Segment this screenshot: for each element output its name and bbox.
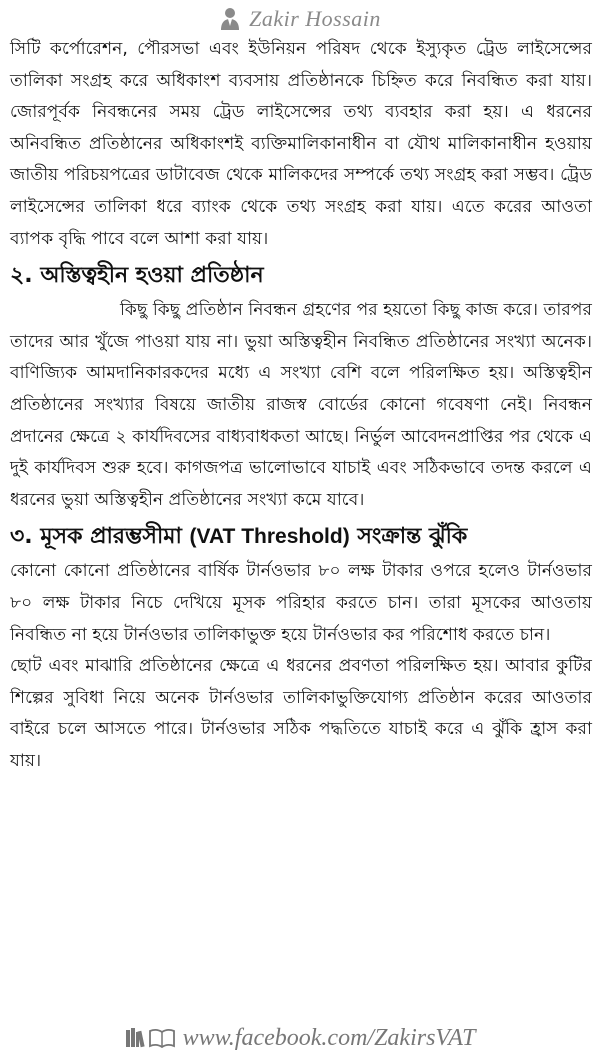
facebook-url-link[interactable]: www.facebook.com/ZakirsVAT [182,1024,476,1051]
heading-vat-threshold [10,518,592,556]
person-icon [219,7,241,31]
page-header [0,4,600,34]
heading-vat-threshold-part2: সংক্রান্ত ঝুঁকি [349,524,468,550]
author-name: Zakir Hossain [249,6,381,31]
page-footer [0,1020,600,1056]
paragraph-trade-license: সিটি কর্পোরেশন, পৌরসভা এবং ইউনিয়ন পরিষদ থেকে ইস্যুকৃত ট্রেড লাইসেন্সের তালিকা সংগ্রহ করে অধিকাংশ ব্যবসায় প্রতিষ্ঠানকে চিহ্নিত করে নিবন্ধিত করা যায়। জোরপূর্বক নিবন্ধনের সময় ট্রেড লাইসেন্সের তথ্য ব্যবহার করা হয়। এ ধরনের অনিবন্ধিত প্রতিষ্ঠানের অধিকাংশই ব্যক্তিমালিকানাধীন বা যৌথ মালিকানাধীন হওয়ায় জাতীয় পরিচয়পত্রের ডাটাবেজ থেকে মালিকদের সম্পর্কে তথ্য সংগ্রহ করা সম্ভব। ট্রেড লাইসেন্সের তালিকা ধরে ব্যাংক থেকে তথ্য সংগ্রহ করা যায়। এতে করের আওতা ব্যাপক বৃদ্ধি পাবে বলে আশা করা যায়। [10,39,592,249]
heading-nonexistent-entities: ২. অস্তিত্বহীন হওয়া প্রতিষ্ঠান [10,263,264,289]
document-body [10,34,592,777]
books-icon [125,1027,145,1049]
paragraph-nonexistent-entities: কিছু কিছু প্রতিষ্ঠান নিবন্ধন গ্রহণের পর হয়তো কিছু কাজ করে। তারপর তাদের আর খুঁজে পাওয়া যায় না। ভুয়া অস্তিত্বহীন নিবন্ধিত প্রতিষ্ঠানের সংখ্যা অনেক। বাণিজ্যিক আমদানিকারকদের মধ্যে এ সংখ্যা বেশি বলে পরিলক্ষিত হয়। অস্তিত্বহীন প্রতিষ্ঠানের সংখ্যার বিষয়ে জাতীয় রাজস্ব বোর্ডের কোনো গবেষণা নেই। নিবন্ধন প্রদানের ক্ষেত্রে ২ কার্যদিবসের বাধ্যবাধকতা আছে। নির্ভুল আবেদনপ্রাপ্তির পর থেকে এ দুই কার্যদিবস শুরু হবে। কাগজপত্র ভালোভাবে যাচাই এবং সঠিকভাবে তদন্ত করলে এ ধরনের ভুয়া অস্তিত্বহীন প্রতিষ্ঠানের সংখ্যা কমে যাবে। [10,300,592,510]
paragraph-small-medium-enterprises: ছোট এবং মাঝারি প্রতিষ্ঠানের ক্ষেত্রে এ ধরনের প্রবণতা পরিলক্ষিত হয়। আবার কুটির শিল্পের সুবিধা নিয়ে অনেক টার্নওভার তালিকাভুক্তিযোগ্য প্রতিষ্ঠান করের আওতার বাইরে চলে আসতে পারে। টার্নওভার সঠিক পদ্ধতিতে যাচাই করে এ ঝুঁকি হ্রাস করা যায়। [10,656,592,771]
heading-vat-threshold-latin: (VAT Threshold) [189,525,350,549]
open-book-icon [149,1027,175,1049]
heading-vat-threshold-part1: ৩. মূসক প্রারম্ভসীমা [10,524,190,550]
paragraph-turnover-avoidance: কোনো কোনো প্রতিষ্ঠানের বার্ষিক টার্নওভার ৮০ লক্ষ টাকার ওপরে হলেও টার্নওভার ৮০ লক্ষ টাকার নিচে দেখিয়ে মূসক পরিহার করতে চান। তারা মূসকের আওতায় নিবন্ধিত না হয়ে টার্নওভার তালিকাভুক্ত হয়ে টার্নওভার কর পরিশোধ করতে চান। [10,561,592,645]
